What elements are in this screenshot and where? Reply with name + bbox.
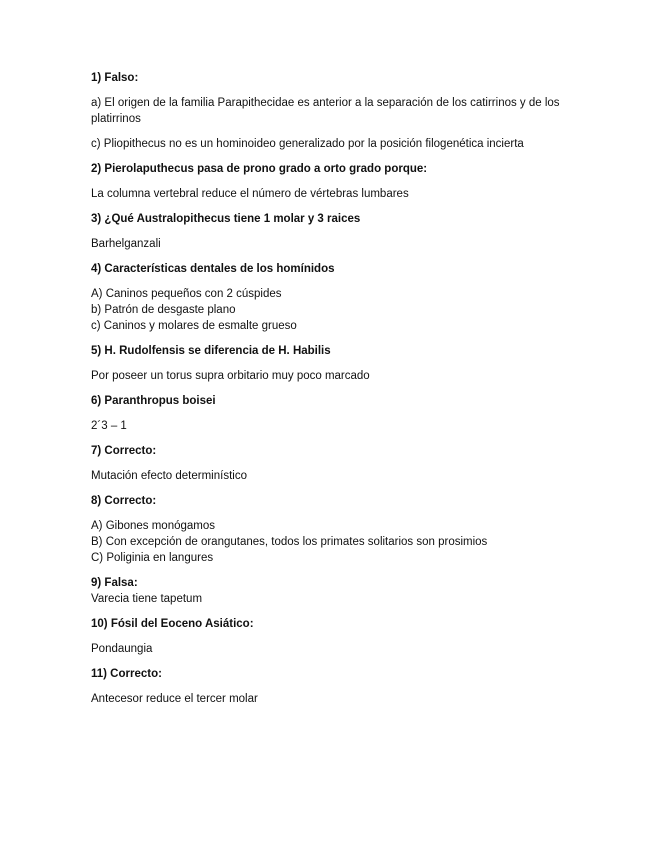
q3-answer: Barhelganzali [91,238,161,250]
q8-list [91,518,571,566]
q8-item: C) Poliginia en langures [91,552,214,564]
q10-answer: Pondaungia [91,643,153,655]
q5-heading: 5) H. Rudolfensis se diferencia de H. Habilis [91,345,331,357]
q8-item: A) Gibones monógamos [91,520,216,532]
q4-heading: 4) Características dentales de los homínidos [91,263,335,275]
q11-heading: 11) Correcto: [91,668,162,680]
document-page [91,70,571,707]
q5-answer: Por poseer un torus supra orbitario muy poco marcado [91,370,370,382]
q3-heading: 3) ¿Qué Australopithecus tiene 1 molar y 3 raices [91,213,361,225]
q4-item: c) Caninos y molares de esmalte grueso [91,320,297,332]
q2-answer: La columna vertebral reduce el número de vértebras lumbares [91,188,409,200]
q1-answer-a: a) El origen de la familia Parapithecidae es anterior a la separación de los catirrinos y de los platirrinos [91,97,560,125]
q4-item: b) Patrón de desgaste plano [91,304,236,316]
q7-answer: Mutación efecto determinístico [91,470,247,482]
q1-answer-c: c) Pliopithecus no es un hominoideo generalizado por la posición filogenética incierta [91,138,524,150]
q1-heading: 1) Falso: [91,72,139,84]
q7-heading: 7) Correcto: [91,445,157,457]
q10-heading: 10) Fósil del Eoceno Asiático: [91,618,254,630]
q8-heading: 8) Correcto: [91,495,157,507]
q11-answer: Antecesor reduce el tercer molar [91,693,258,705]
q9-answer: Varecia tiene tapetum [91,593,203,605]
q6-heading: 6) Paranthropus boisei [91,395,216,407]
q4-list [91,286,571,334]
q2-heading: 2) Pierolaputhecus pasa de prono grado a orto grado porque: [91,163,428,175]
q4-item: A) Caninos pequeños con 2 cúspides [91,288,282,300]
q8-item: B) Con excepción de orangutanes, todos los primates solitarios son prosimios [91,536,488,548]
q9-heading: 9) Falsa: [91,577,138,589]
q6-answer: 2´3 – 1 [91,420,127,432]
